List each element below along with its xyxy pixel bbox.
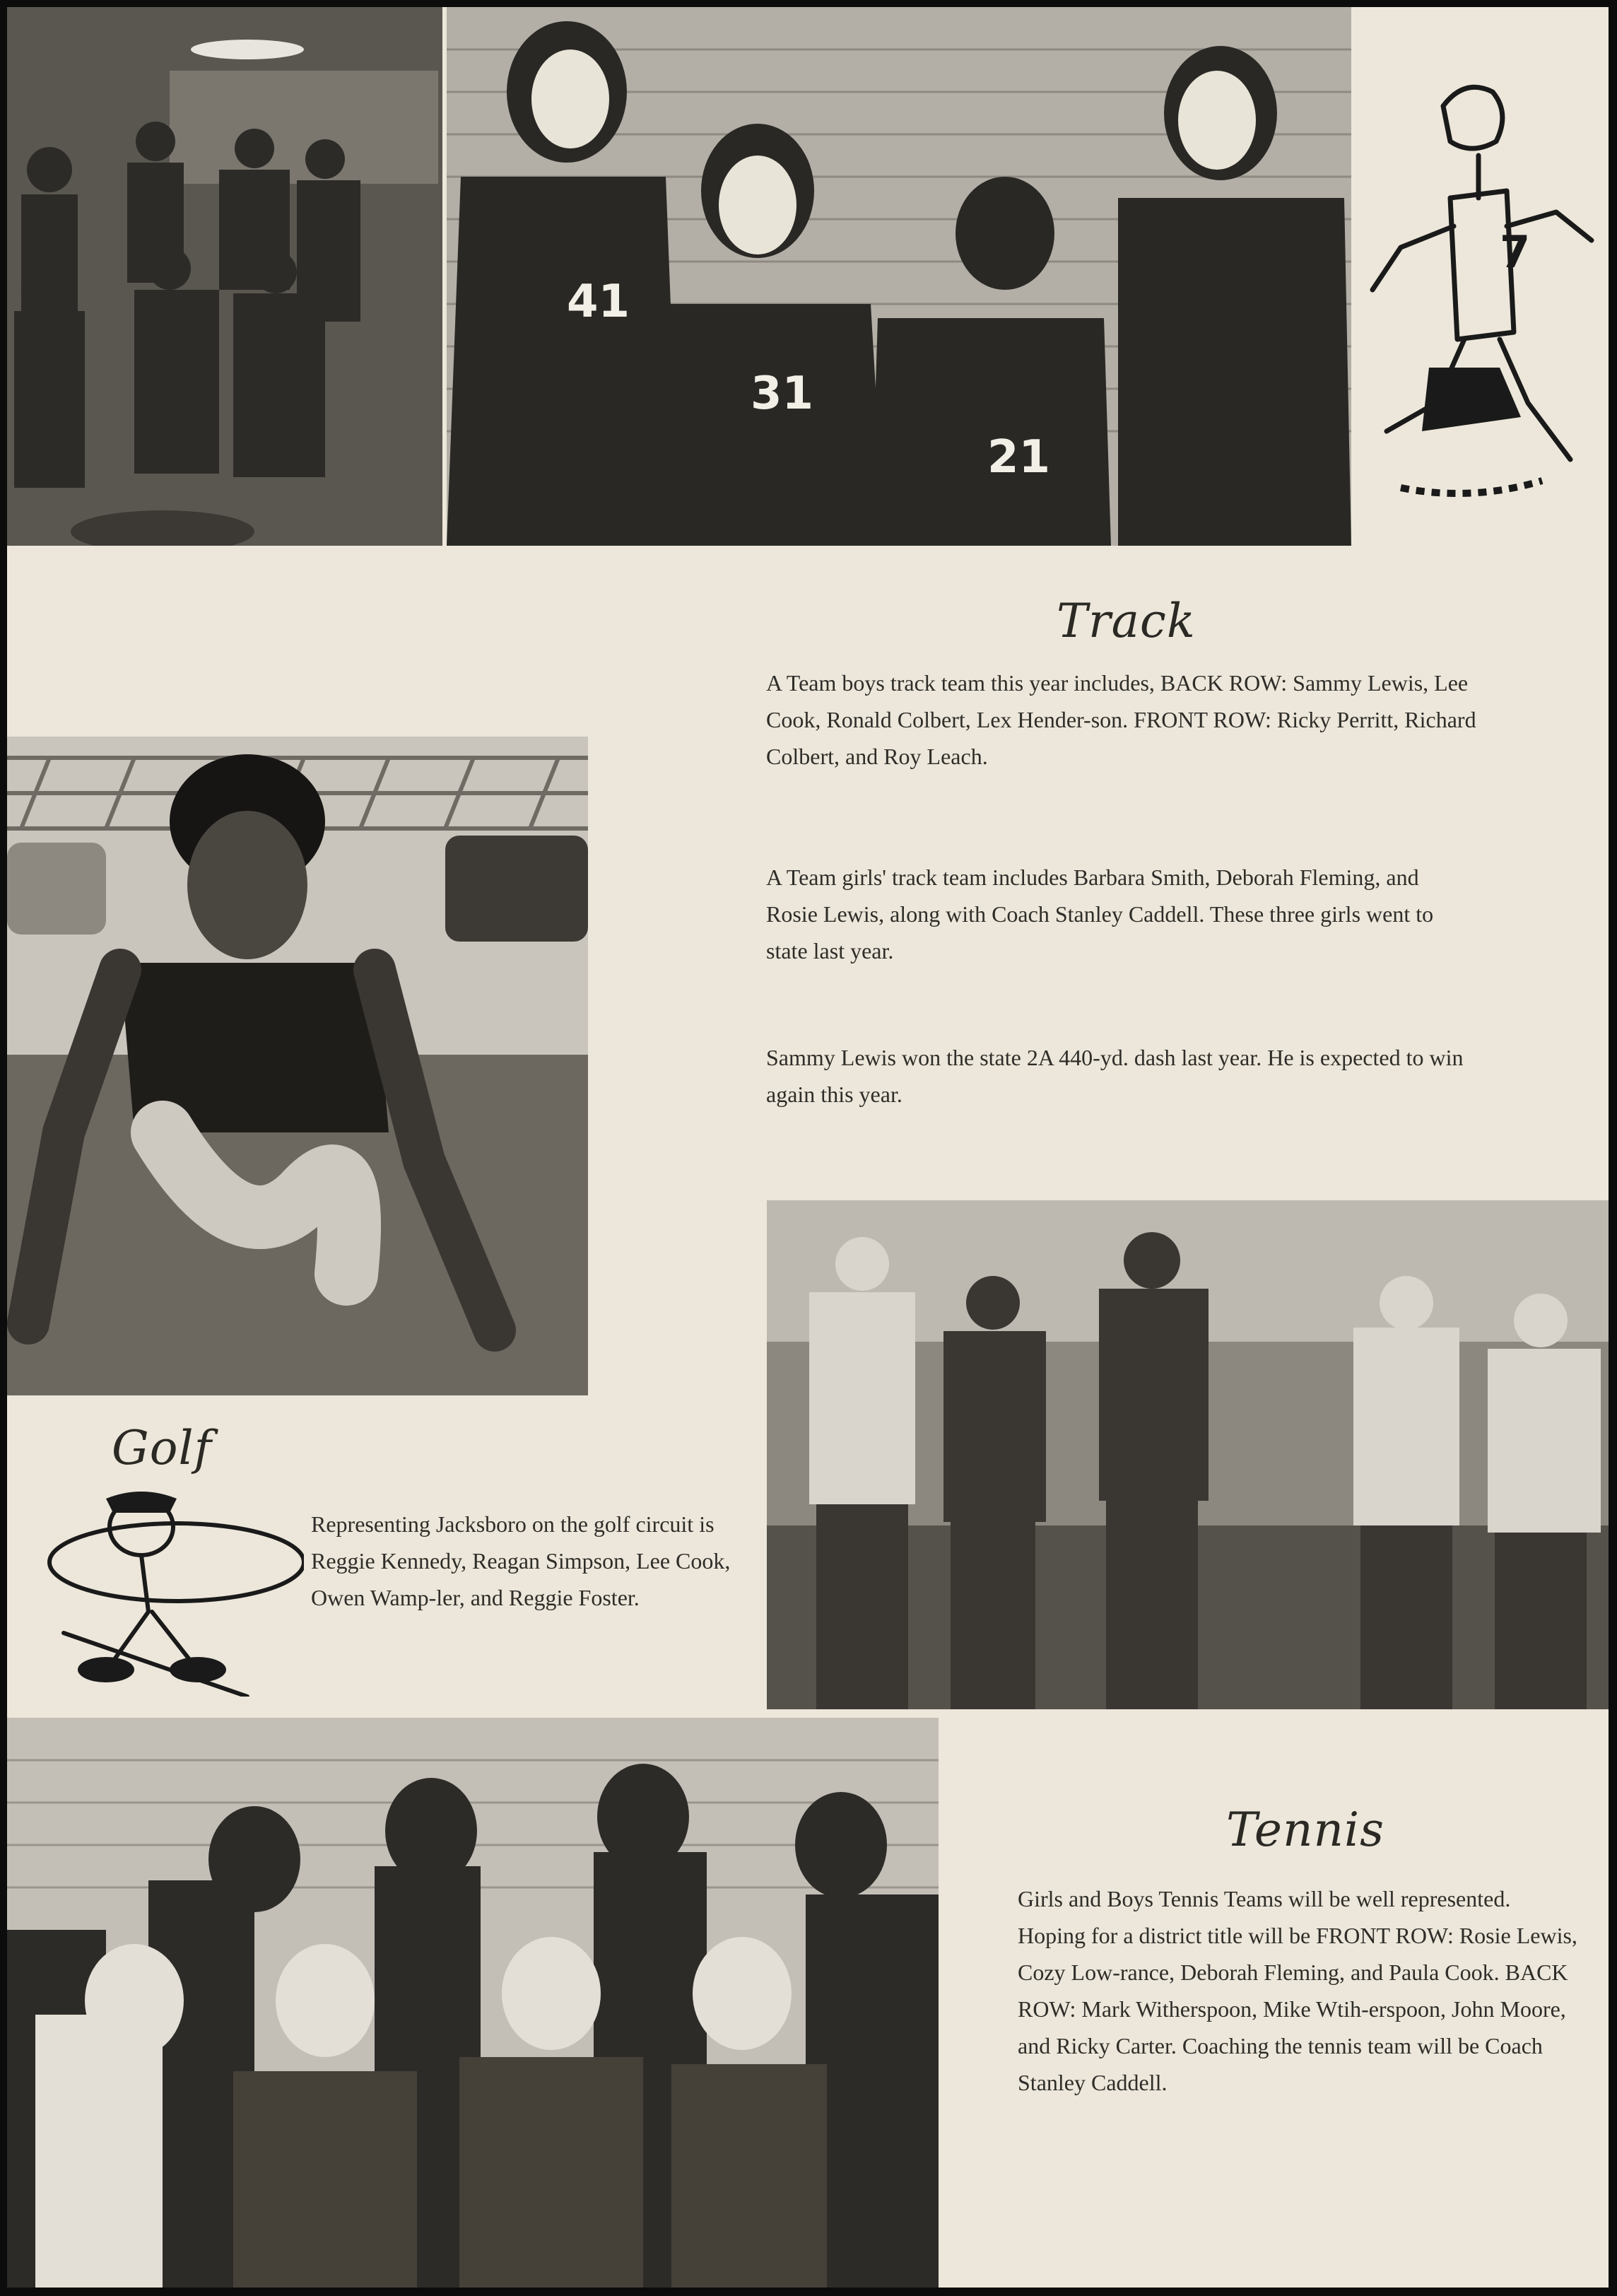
golfer-cartoon xyxy=(35,1484,304,1697)
track-paragraph-sammy: Sammy Lewis won the state 2A 440-yd. dash last year. He is expected to win again this year. xyxy=(766,1045,1464,1107)
golf-team-photo xyxy=(767,1200,1609,1709)
track-paragraph-girls: A Team girls' track team includes Barbara Smith, Deborah Fleming, and Rosie Lewis, along with Coach Stanley Caddell. These three girls went to state last year. xyxy=(766,865,1434,964)
tennis-paragraph: Girls and Boys Tennis Teams will be well represented. Hoping for a district title will be FRONT ROW: Rosie Lewis, Cozy Low-rance, Deborah Fleming, and Paula Cook. BACK ROW: Mark Witherspoon, Mike Wtih-erspoon, John Moore, and Ricky Carter. Coaching the tennis team will be Coach Stanley Caddell. xyxy=(1018,1886,1577,2095)
golf-heading: Golf xyxy=(112,1421,212,1475)
tennis-heading: Tennis xyxy=(1226,1803,1384,1857)
jersey-number-41: 41 xyxy=(567,276,630,328)
boys-track-team-photo xyxy=(7,7,442,546)
golf-paragraph: Representing Jacksboro on the golf circuit is Reggie Kennedy, Reagan Simpson, Lee Cook, Owen Wamp-ler, and Reggie Foster. xyxy=(311,1511,731,1610)
runner-bib-number: 7 xyxy=(1500,226,1531,278)
yearbook-page xyxy=(7,7,1609,2288)
jersey-number-21: 21 xyxy=(987,431,1051,484)
track-heading: Track xyxy=(1057,594,1196,648)
tennis-team-photo xyxy=(7,1718,939,2288)
sprinter-photo xyxy=(7,737,588,1395)
girls-track-team-photo xyxy=(447,7,1351,546)
jersey-number-31: 31 xyxy=(751,368,814,420)
track-paragraph-boys: A Team boys track team this year includes, BACK ROW: Sammy Lewis, Lee Cook, Ronald Colbert, Lex Hender-son. FRONT ROW: Ricky Perritt, Richard Colbert, and Roy Leach. xyxy=(766,670,1476,769)
runner-cartoon xyxy=(1358,64,1599,530)
